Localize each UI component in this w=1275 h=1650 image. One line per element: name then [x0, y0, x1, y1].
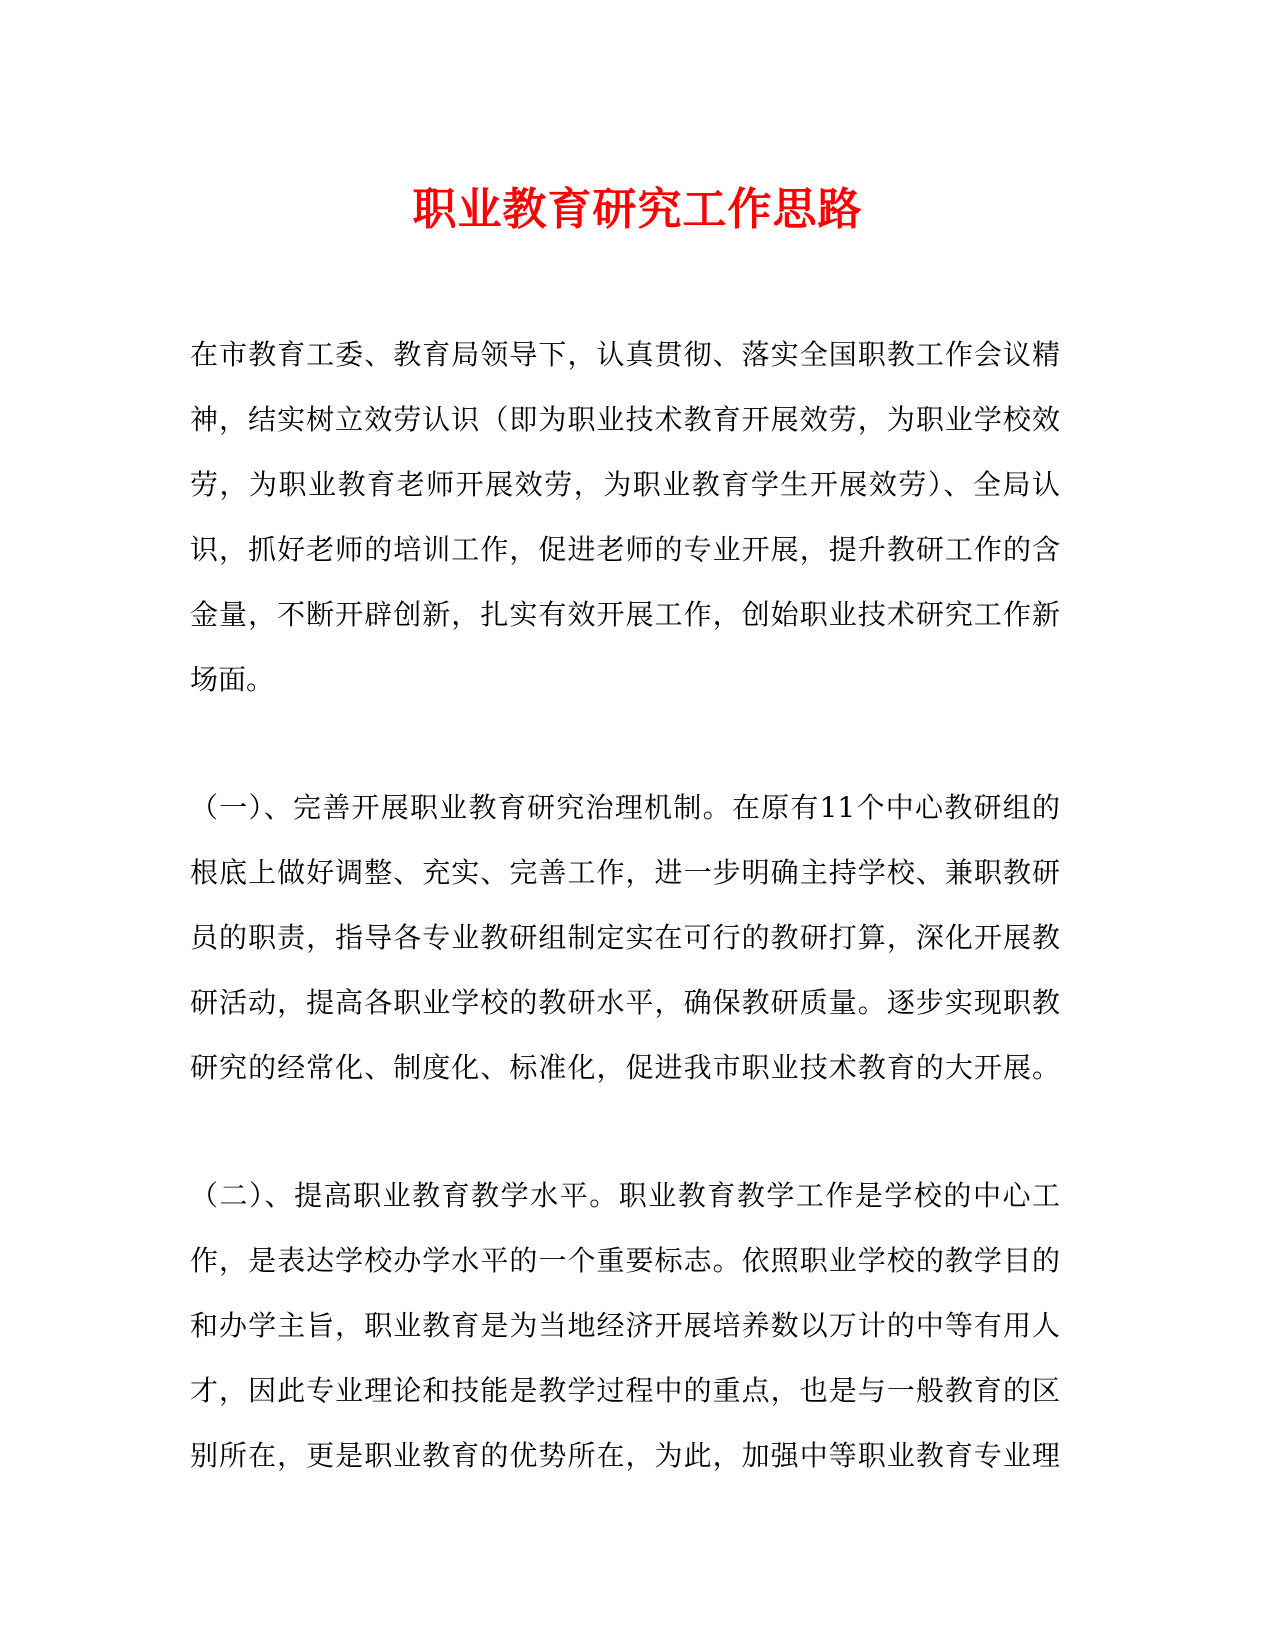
paragraph-section-2: [190, 1163, 1060, 1488]
text-line: 作，是表达学校办学水平的一个重要标志。依照职业学校的教学目的: [190, 1244, 1060, 1277]
text-line: 员的职责，指导各专业教研组制定实在可行的教研打算，深化开展教: [190, 921, 1060, 954]
text-line: 金量，不断开辟创新，扎实有效开展工作，创始职业技术研究工作新: [190, 598, 1060, 631]
text-line: 研活动，提高各职业学校的教研水平，确保教研质量。逐步实现职教: [190, 986, 1060, 1019]
text-line: （二）、提高职业教育教学水平。职业教育教学工作是学校的中心工: [190, 1179, 1060, 1212]
text-line: 劳，为职业教育老师开展效劳，为职业教育学生开展效劳）、全局认: [190, 468, 1060, 501]
text-line: 识，抓好老师的培训工作，促进老师的专业开展，提升教研工作的含: [190, 533, 1060, 566]
text-line: （一）、完善开展职业教育研究治理机制。在原有11个中心教研组的: [190, 791, 1060, 824]
text-line: 场面。: [190, 663, 275, 696]
text-line: 在市教育工委、教育局领导下，认真贯彻、落实全国职教工作会议精: [190, 338, 1060, 371]
paragraph-intro: [190, 322, 1060, 712]
document-title: 职业教育研究工作思路: [412, 184, 863, 235]
text-line: 和办学主旨，职业教育是为当地经济开展培养数以万计的中等有用人: [190, 1309, 1060, 1342]
text-line: 研究的经常化、制度化、标准化，促进我市职业技术教育的大开展。: [190, 1051, 1060, 1084]
paragraph-section-1: [190, 775, 1060, 1100]
text-line: 根底上做好调整、充实、完善工作，进一步明确主持学校、兼职教研: [190, 856, 1060, 889]
text-line: 才，因此专业理论和技能是教学过程中的重点，也是与一般教育的区: [190, 1374, 1060, 1407]
text-line: 神，结实树立效劳认识（即为职业技术教育开展效劳，为职业学校效: [190, 403, 1060, 436]
text-line: 别所在，更是职业教育的优势所在，为此，加强中等职业教育专业理: [190, 1439, 1060, 1472]
